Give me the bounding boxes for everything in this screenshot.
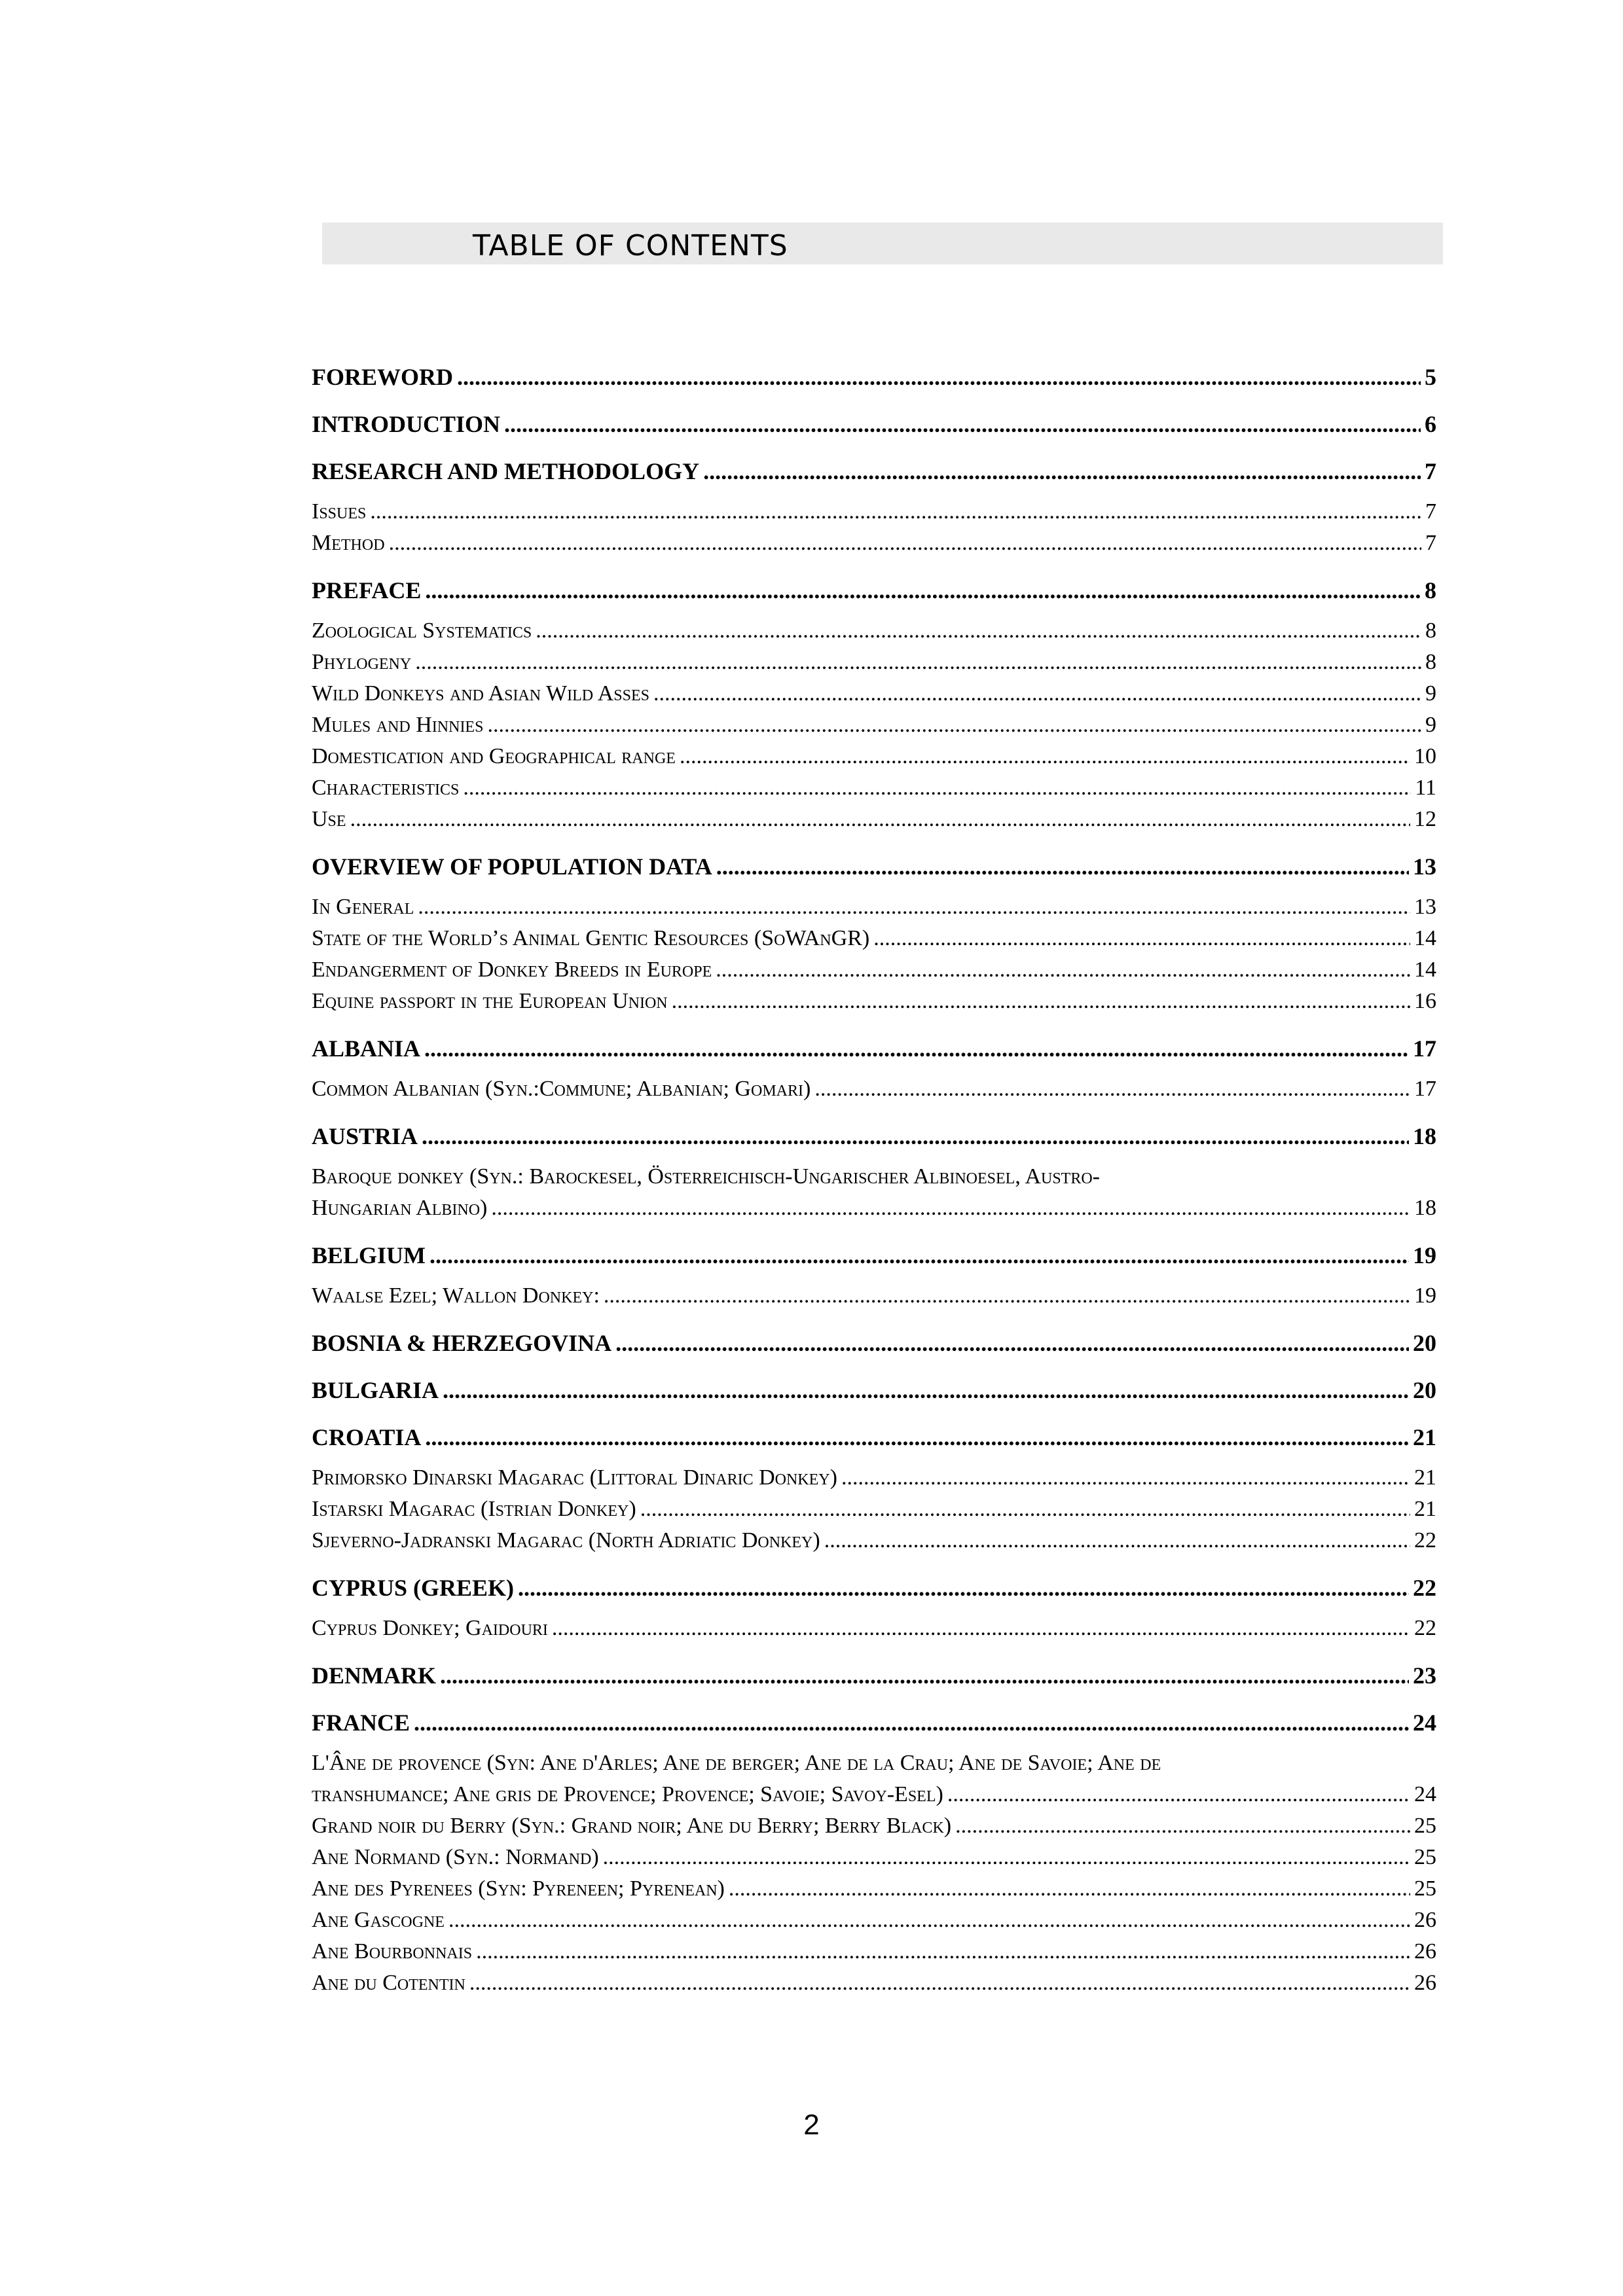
toc-entry-page-number: 18 [1414, 1196, 1436, 1220]
dot-leader [729, 1873, 1410, 1905]
dot-leader [414, 1707, 1409, 1738]
toc-subsection-entry[interactable] [312, 528, 1436, 559]
dot-leader [424, 1033, 1409, 1064]
toc-subsection-entry[interactable] [312, 1161, 1436, 1224]
toc-entry-line [312, 615, 1436, 647]
toc-entry-title: Use [312, 807, 346, 831]
toc-section-entry[interactable] [312, 1327, 1436, 1359]
toc-entry-title: transhumance; Ane gris de Provence; Provence; Savoie; Savoy-Esel) [312, 1782, 943, 1806]
toc-entry-title: Mules and Hinnies [312, 713, 484, 737]
dot-leader [518, 1572, 1409, 1604]
dot-leader [425, 1422, 1409, 1453]
toc-entry-line [312, 923, 1436, 954]
toc-entry-page-number: 16 [1414, 989, 1436, 1013]
toc-entry-title: CROATIA [312, 1424, 422, 1450]
toc-entry-line [312, 678, 1436, 709]
toc-entry-page-number: 25 [1414, 1814, 1436, 1838]
toc-entry-line [312, 1873, 1436, 1905]
toc-subsection-entry[interactable] [312, 1842, 1436, 1873]
dot-leader [536, 615, 1421, 647]
toc-section-entry[interactable] [312, 408, 1436, 440]
toc-entry-page-number: 9 [1425, 681, 1436, 706]
toc-section-entry[interactable] [312, 1240, 1436, 1271]
toc-entry-title: Common Albanian (Syn.:Commune; Albanian; Gomari) [312, 1077, 811, 1101]
toc-entry-page-number: 14 [1414, 926, 1436, 950]
toc-entry-page-number: 8 [1425, 650, 1436, 674]
toc-entry-line [312, 1572, 1436, 1604]
toc-subsection-entry[interactable] [312, 741, 1436, 772]
toc-entry-line [312, 1936, 1436, 1967]
toc-entry-page-number: 13 [1413, 853, 1436, 880]
toc-subsection-entry[interactable] [312, 986, 1436, 1017]
dot-leader [680, 741, 1410, 772]
dot-leader [422, 1121, 1409, 1152]
toc-entry-page-number: 9 [1425, 713, 1436, 737]
toc-entry-title: BULGARIA [312, 1377, 439, 1403]
toc-entry-line [312, 741, 1436, 772]
toc-entry-title: Wild Donkeys and Asian Wild Asses [312, 681, 649, 706]
toc-entry-title: RESEARCH AND METHODOLOGY [312, 458, 700, 484]
dot-leader [487, 709, 1421, 741]
toc-subsection-entry[interactable] [312, 804, 1436, 835]
toc-entry-title: Sjeverno-Jadranski Magarac (North Adriatic Donkey) [312, 1528, 820, 1552]
toc-section-entry[interactable] [312, 1374, 1436, 1406]
toc-entry-page-number: 26 [1414, 1939, 1436, 1964]
toc-section-entry[interactable] [312, 361, 1436, 393]
dot-leader [716, 851, 1409, 882]
dot-leader [716, 954, 1410, 986]
toc-subsection-entry[interactable] [312, 923, 1436, 954]
toc-entry-title: ALBANIA [312, 1035, 421, 1062]
toc-entry-page-number: 8 [1425, 577, 1436, 603]
dot-leader [463, 772, 1411, 804]
toc-entry-title: Primorsko Dinarski Magarac (Littoral Dinaric Donkey) [312, 1465, 837, 1490]
toc-entry-line [312, 1033, 1436, 1064]
toc-subsection-entry[interactable] [312, 1494, 1436, 1525]
dot-leader [604, 1280, 1410, 1312]
toc-entry-title: Domestication and Geographical range [312, 744, 676, 768]
toc-entry-line [312, 1660, 1436, 1691]
toc-section-entry[interactable] [312, 1660, 1436, 1691]
toc-title: TABLE OF CONTENTS [473, 229, 788, 262]
toc-entry-line [312, 1073, 1436, 1105]
toc-entry-page-number: 7 [1425, 531, 1436, 555]
toc-entry-page-number: 21 [1414, 1497, 1436, 1521]
toc-entry-title: Method [312, 531, 385, 555]
toc-entry-page-number: 26 [1414, 1971, 1436, 1995]
toc-entry-text-line: Baroque donkey (Syn.: Barockesel, Österreichisch-Ungarischer Albinoesel, Austro- [312, 1164, 1100, 1189]
toc-entry-title: Grand noir du Berry (Syn.: Grand noir; Ane du Berry; Berry Black) [312, 1814, 952, 1838]
toc-entry-page-number: 7 [1425, 499, 1436, 524]
dot-leader [425, 575, 1421, 606]
dot-leader [370, 496, 1421, 528]
toc-entry-page-number: 12 [1414, 807, 1436, 831]
dot-leader [841, 1462, 1410, 1494]
dot-leader [552, 1613, 1410, 1644]
toc-section-entry[interactable] [312, 1033, 1436, 1064]
toc-subsection-entry[interactable] [312, 1073, 1436, 1105]
dot-leader [814, 1073, 1410, 1105]
toc-entry-title: Zoological Systematics [312, 619, 532, 643]
toc-entry-line [312, 1240, 1436, 1271]
toc-subsection-entry[interactable] [312, 1525, 1436, 1556]
toc-entry-page-number: 20 [1413, 1330, 1436, 1356]
toc-entry-title: Equine passport in the European Union [312, 989, 668, 1013]
toc-entry-title: BOSNIA & HERZEGOVINA [312, 1330, 612, 1356]
toc-subsection-entry[interactable] [312, 1748, 1436, 1810]
toc-entry-line [312, 1327, 1436, 1359]
dot-leader [429, 1240, 1409, 1271]
dot-leader [603, 1842, 1410, 1873]
toc-subsection-entry[interactable] [312, 647, 1436, 678]
toc-entry-title: Istarski Magarac (Istrian Donkey) [312, 1497, 636, 1521]
toc-entry-title: Ane du Cotentin [312, 1971, 465, 1995]
toc-entry-line [312, 408, 1436, 440]
toc-entry-line [312, 1905, 1436, 1936]
toc-entry-line [312, 1613, 1436, 1644]
dot-leader [440, 1660, 1409, 1691]
dot-leader [389, 528, 1421, 559]
toc-entry-page-number: 25 [1414, 1845, 1436, 1869]
dot-leader [469, 1967, 1410, 1999]
toc-entry-line [312, 772, 1436, 804]
toc-entry-page-number: 13 [1414, 895, 1436, 919]
dot-leader [672, 986, 1410, 1017]
dot-leader [615, 1327, 1409, 1359]
toc-entry-line [312, 709, 1436, 741]
toc-subsection-entry[interactable] [312, 1905, 1436, 1936]
toc-section-entry[interactable] [312, 456, 1436, 487]
toc-entry-page-number: 22 [1414, 1616, 1436, 1640]
toc-entry-line [312, 1967, 1436, 1999]
toc-entry-line [312, 1707, 1436, 1738]
toc-entry-line [312, 361, 1436, 393]
toc-entry-title: PREFACE [312, 577, 422, 603]
toc-entry-line [312, 647, 1436, 678]
toc-entry-page-number: 17 [1414, 1077, 1436, 1101]
toc-entry-text-line: L'Âne de provence (Syn: Ane d'Arles; Ane de berger; Ane de la Crau; Ane de Savoie; Ane de [312, 1751, 1161, 1775]
toc-entry-line [312, 891, 1436, 923]
toc-entry-page-number: 7 [1425, 458, 1436, 484]
toc-title-bar [322, 223, 1443, 264]
toc-entry-title: INTRODUCTION [312, 411, 501, 437]
toc-entry-title: CYPRUS (GREEK) [312, 1575, 515, 1601]
toc-entry-line [312, 496, 1436, 528]
toc-entry-page-number: 17 [1413, 1035, 1436, 1062]
toc-entry-line [312, 1842, 1436, 1873]
dot-leader [457, 361, 1421, 393]
toc-entry-title: OVERVIEW OF POPULATION DATA [312, 853, 712, 880]
dot-leader [476, 1936, 1410, 1967]
toc-entry-page-number: 19 [1413, 1242, 1436, 1268]
toc-entry-line [312, 1462, 1436, 1494]
dot-leader [824, 1525, 1410, 1556]
toc-entry-page-number: 25 [1414, 1876, 1436, 1901]
toc-subsection-entry[interactable] [312, 1873, 1436, 1905]
toc-entry-line [312, 1525, 1436, 1556]
toc-subsection-entry[interactable] [312, 1462, 1436, 1494]
toc-entry-title: State of the World’s Animal Gentic Resources (SoWAnGR) [312, 926, 870, 950]
toc-subsection-entry[interactable] [312, 678, 1436, 709]
toc-entry-line [312, 528, 1436, 559]
page-number: 2 [803, 2109, 820, 2141]
toc-entry-title: Waalse Ezel; Wallon Donkey: [312, 1283, 600, 1308]
toc-entry-line [312, 1422, 1436, 1453]
dot-leader [653, 678, 1421, 709]
toc-section-entry[interactable] [312, 851, 1436, 882]
toc-entry-line [312, 1193, 1436, 1224]
table-of-contents [312, 346, 1436, 1999]
toc-entry-title: Ane Normand (Syn.: Normand) [312, 1845, 599, 1869]
toc-entry-title: FOREWORD [312, 364, 453, 390]
toc-entry-line [312, 851, 1436, 882]
toc-entry-page-number: 8 [1425, 619, 1436, 643]
dot-leader [415, 647, 1421, 678]
toc-entry-page-number: 22 [1414, 1528, 1436, 1552]
toc-entry-page-number: 23 [1413, 1662, 1436, 1689]
toc-entry-title: In General [312, 895, 414, 919]
toc-subsection-entry[interactable] [312, 1967, 1436, 1999]
toc-entry-title: Issues [312, 499, 367, 524]
toc-entry-line [312, 1810, 1436, 1842]
toc-entry-title: AUSTRIA [312, 1123, 418, 1149]
toc-section-entry[interactable] [312, 1707, 1436, 1738]
toc-entry-page-number: 26 [1414, 1908, 1436, 1932]
toc-entry-page-number: 24 [1414, 1782, 1436, 1806]
toc-entry-line [312, 575, 1436, 606]
dot-leader [504, 408, 1421, 440]
toc-subsection-entry[interactable] [312, 1936, 1436, 1967]
dot-leader [955, 1810, 1410, 1842]
toc-entry-title: Hungarian Albino) [312, 1196, 488, 1220]
dot-leader [640, 1494, 1410, 1525]
toc-entry-line [312, 804, 1436, 835]
toc-entry-page-number: 24 [1413, 1710, 1436, 1736]
toc-section-entry[interactable] [312, 1572, 1436, 1604]
toc-entry-title: FRANCE [312, 1710, 410, 1736]
toc-entry-title: Ane des Pyrenees (Syn: Pyreneen; Pyrenean) [312, 1876, 725, 1901]
toc-entry-line [312, 456, 1436, 487]
toc-entry-line [312, 1779, 1436, 1810]
toc-entry-line [312, 1121, 1436, 1152]
toc-entry-page-number: 11 [1415, 776, 1436, 800]
toc-section-entry[interactable] [312, 575, 1436, 606]
dot-leader [491, 1193, 1410, 1224]
toc-entry-title: Ane Gascogne [312, 1908, 445, 1932]
toc-section-entry[interactable] [312, 1422, 1436, 1453]
toc-subsection-entry[interactable] [312, 1613, 1436, 1644]
toc-entry-line [312, 954, 1436, 986]
toc-entry-page-number: 5 [1425, 364, 1436, 390]
toc-entry-title: BELGIUM [312, 1242, 426, 1268]
dot-leader [448, 1905, 1410, 1936]
toc-entry-page-number: 10 [1414, 744, 1436, 768]
toc-entry-title: Phylogeny [312, 650, 412, 674]
toc-subsection-entry[interactable] [312, 954, 1436, 986]
toc-entry-title: Ane Bourbonnais [312, 1939, 473, 1964]
toc-entry-page-number: 22 [1413, 1575, 1436, 1601]
toc-entry-page-number: 21 [1414, 1465, 1436, 1490]
toc-subsection-entry[interactable] [312, 709, 1436, 741]
toc-subsection-entry[interactable] [312, 772, 1436, 804]
toc-subsection-entry[interactable] [312, 1810, 1436, 1842]
toc-subsection-entry[interactable] [312, 615, 1436, 647]
dot-leader [873, 923, 1410, 954]
toc-entry-page-number: 14 [1414, 958, 1436, 982]
toc-entry-title: Endangerment of Donkey Breeds in Europe [312, 958, 712, 982]
toc-entry-line [312, 1494, 1436, 1525]
toc-entry-line [312, 1280, 1436, 1312]
toc-section-entry[interactable] [312, 1121, 1436, 1152]
toc-entry-line [312, 986, 1436, 1017]
toc-subsection-entry[interactable] [312, 891, 1436, 923]
dot-leader [350, 804, 1410, 835]
toc-entry-line [312, 1374, 1436, 1406]
toc-entry-page-number: 19 [1414, 1283, 1436, 1308]
toc-entry-page-number: 18 [1413, 1123, 1436, 1149]
toc-subsection-entry[interactable] [312, 496, 1436, 528]
toc-subsection-entry[interactable] [312, 1280, 1436, 1312]
dot-leader [418, 891, 1410, 923]
toc-entry-page-number: 20 [1413, 1377, 1436, 1403]
dot-leader [947, 1779, 1410, 1810]
toc-entry-title: Characteristics [312, 776, 460, 800]
toc-entry-page-number: 21 [1413, 1424, 1436, 1450]
dot-leader [703, 456, 1421, 487]
dot-leader [443, 1374, 1409, 1406]
toc-entry-title: DENMARK [312, 1662, 436, 1689]
toc-entry-page-number: 6 [1425, 411, 1436, 437]
toc-entry-title: Cyprus Donkey; Gaidouri [312, 1616, 548, 1640]
